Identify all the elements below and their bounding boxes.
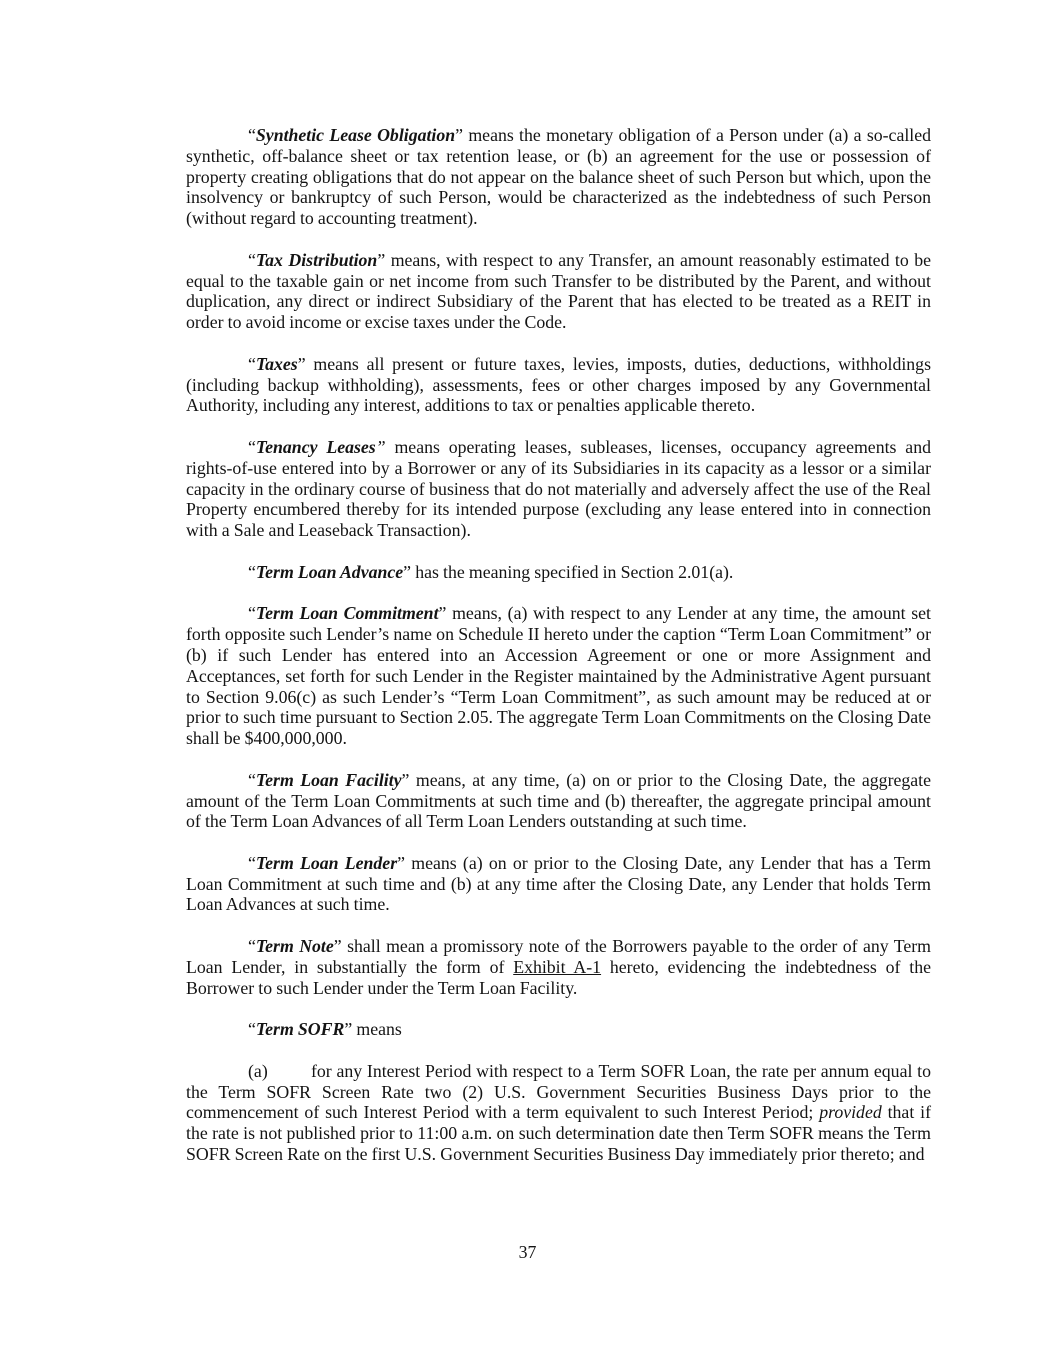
definition-text: means operating leases, subleases, licenses, occupancy agreements and rights-of-use entered into by a Borrower or any of its Subsidiaries in its capacity as a lessor or a similar capacity in the ordinary course of business that do not materially and adversely affect the use of the Real Property encumbered thereby for its intended purpose (excluding any lease entered into in connection with a Sale and Leaseback Transaction). <box>186 436 931 541</box>
open-quote: “ <box>248 852 256 873</box>
close-quote: ” <box>397 852 406 873</box>
defined-term: Term SOFR <box>255 1019 345 1040</box>
definition-text: shall mean a promissory note of the Borrowers payable to the order of any Term Loan Lender, in substantially the form of <box>186 936 931 977</box>
open-quote: “ <box>248 936 256 957</box>
term-sofr-clause-a <box>186 1061 931 1165</box>
page-body <box>186 125 931 1186</box>
definition-tenancy-leases <box>186 437 931 541</box>
open-quote: “ <box>248 436 256 457</box>
close-quote: ” <box>403 561 412 582</box>
clause-text: that if the rate is not published prior to 11:00 a.m. on such determination date then Term SOFR means the Term SOFR Screen Rate on the first U.S. Government Securities Business Day immediately prior thereto; and <box>186 1102 931 1165</box>
open-quote: “ <box>248 125 256 145</box>
definition-text: means all present or future taxes, levies, imposts, duties, deductions, withholdings (including backup withholding), assessments, fees or other charges imposed by any Governmental Authority, including any interest, additions to tax or penalties applicable thereto. <box>186 353 931 416</box>
defined-term: Tenancy Leases <box>255 436 376 457</box>
definition-text: means, (a) with respect to any Lender at any time, the amount set forth opposite such Lender’s name on Schedule II hereto under the caption “Term Loan Commitment” or (b) if such Lender has entered into an Accession Agreement or one or more Assignment and Acceptances, set forth for such Lender in the Register maintained by the Administrative Agent pursuant to Section 9.06(c) as such Lender’s “Term Loan Commitment”, as such amount may be reduced at or prior to such time pursuant to Section 2.05. The aggregate Term Loan Commitments on the Closing Date shall be $400,000,000. <box>186 603 931 749</box>
defined-term: Term Note <box>255 936 334 957</box>
clause-emphasis: provided <box>819 1102 882 1123</box>
close-quote: ” <box>344 1019 353 1040</box>
definition-term-note <box>186 936 931 998</box>
open-quote: “ <box>248 561 256 582</box>
defined-term: Term Loan Facility <box>255 769 402 790</box>
defined-term: Tax Distribution <box>255 249 378 270</box>
definition-text: means, at any time, (a) on or prior to the Closing Date, the aggregate amount of the Term Loan Commitments at such time and (b) thereafter, the aggregate principal amount of the Term Loan Advances of all Term Loan Lenders outstanding at such time. <box>186 769 931 832</box>
defined-term: Synthetic Lease Obligation <box>255 125 456 145</box>
close-quote: ” <box>333 936 342 957</box>
defined-term: Term Loan Lender <box>255 852 398 873</box>
definition-text: means (a) on or prior to the Closing Date, any Lender that has a Term Loan Commitment at such time and (b) at any time after the Closing Date, any Lender that holds Term Loan Advances at such time. <box>186 852 931 915</box>
close-quote: ” <box>377 249 386 270</box>
open-quote: “ <box>248 249 256 270</box>
open-quote: “ <box>248 1019 256 1040</box>
definition-text: means the monetary obligation of a Person under (a) a so-called synthetic, off-balance sheet or tax retention lease, or (b) an agreement for the use or possession of property creating obligations that do not appear on the balance sheet of such Person but which, upon the insolvency or bankruptcy of such Person, would be characterized as the indebtedness of such Person (without regard to accounting treatment). <box>186 125 931 229</box>
definition-term-loan-facility <box>186 770 931 832</box>
definition-taxes <box>186 354 931 416</box>
definition-text: means <box>352 1019 402 1040</box>
definition-term-sofr <box>186 1019 931 1040</box>
definition-text: has the meaning specified in Section 2.01(a). <box>411 561 734 582</box>
definition-term-loan-lender <box>186 853 931 915</box>
definition-synthetic-lease-obligation <box>186 125 931 229</box>
open-quote: “ <box>248 603 256 624</box>
open-quote: “ <box>248 353 256 374</box>
definition-term-loan-advance <box>186 562 931 583</box>
close-quote: ” <box>375 436 386 457</box>
exhibit-reference: Exhibit A-1 <box>513 956 602 977</box>
close-quote: ” <box>455 125 464 145</box>
definition-text: hereto, evidencing the indebtedness of the Borrower to such Lender under the Term Loan Facility. <box>186 956 931 998</box>
close-quote: ” <box>297 353 306 374</box>
close-quote: ” <box>401 769 410 790</box>
open-quote: “ <box>248 769 256 790</box>
defined-term: Taxes <box>255 353 298 374</box>
defined-term: Term Loan Commitment <box>255 603 439 624</box>
defined-term: Term Loan Advance <box>255 561 404 582</box>
clause-text: for any Interest Period with respect to a Term SOFR Loan, the rate per annum equal to the Term SOFR Screen Rate two (2) U.S. Government Securities Business Days prior to the commencement of such Interest Period with a term equivalent to such Interest Period; <box>186 1060 931 1123</box>
close-quote: ” <box>438 603 447 624</box>
clause-label: (a) <box>248 1060 268 1081</box>
definition-text: means, with respect to any Transfer, an amount reasonably estimated to be equal to the taxable gain or net income from such Transfer to be distributed by the Parent, and without duplication, any direct or indirect Subsidiary of the Parent that has elected to be treated as a REIT in order to avoid income or excise taxes under the Code. <box>186 249 931 333</box>
definition-term-loan-commitment <box>186 603 931 749</box>
definition-tax-distribution <box>186 250 931 333</box>
page-number: 37 <box>518 1242 537 1262</box>
